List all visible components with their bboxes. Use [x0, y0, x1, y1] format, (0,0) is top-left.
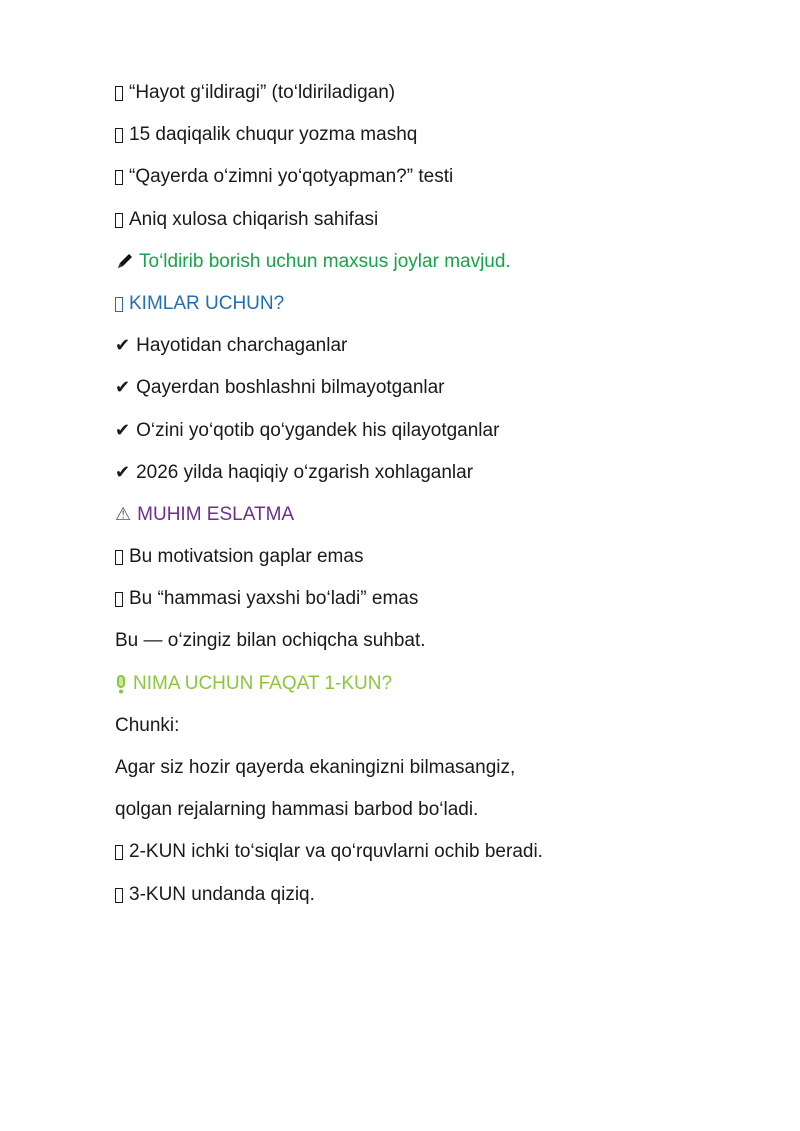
list-item-text: Bu motivatsion gaplar emas	[129, 546, 364, 568]
list-item	[115, 120, 755, 162]
list-item	[115, 584, 755, 626]
reason-line-2: qolgan rejalarning hammasi barbod bo‘ladi.	[115, 799, 479, 821]
section-title: MUHIM ESLATMA	[137, 503, 295, 525]
section-title: NIMA UCHUN FAQAT 1-KUN?	[133, 672, 393, 694]
list-item	[115, 458, 755, 500]
box-icon	[115, 170, 123, 185]
checkmark-icon: ✔	[115, 335, 131, 357]
list-item-text: 3-KUN undanda qiziq.	[129, 883, 315, 905]
box-icon	[115, 550, 123, 565]
note-line	[115, 247, 755, 289]
list-item	[115, 542, 755, 584]
box-icon	[115, 213, 123, 228]
paragraph	[115, 795, 755, 837]
reminder-summary: Bu — o‘zingiz bilan ochiqcha suhbat.	[115, 630, 426, 652]
reason-intro: Chunki:	[115, 714, 180, 736]
list-item	[115, 837, 755, 879]
list-item-text: 2-KUN ichki to‘siqlar va qo‘rquvlarni ochib beradi.	[129, 841, 543, 863]
list-item	[115, 331, 755, 373]
list-item-text: Hayotidan charchaganlar	[136, 335, 348, 357]
warning-icon: ⚠	[115, 503, 132, 525]
checkmark-icon: ✔	[115, 461, 131, 483]
list-item	[115, 78, 755, 120]
paragraph	[115, 711, 755, 753]
list-item-text: Bu “hammasi yaxshi bo‘ladi” emas	[129, 588, 419, 610]
box-icon	[115, 888, 123, 903]
list-item-text: “Hayot g‘ildiragi” (to‘ldiriladigan)	[129, 82, 396, 103]
note-text: To‘ldirib borish uchun maxsus joylar mavjud.	[139, 250, 511, 272]
list-item-text: O‘zini yo‘qotib qo‘ygandek his qilayotganlar	[136, 419, 500, 441]
document-page	[115, 78, 755, 922]
list-item	[115, 205, 755, 247]
section-heading-muhim	[115, 500, 755, 542]
box-icon	[115, 128, 123, 143]
reason-line-1: Agar siz hozir qayerda ekaningizni bilmasangiz,	[115, 757, 516, 778]
box-icon	[115, 592, 123, 607]
list-item	[115, 880, 755, 922]
list-item	[115, 373, 755, 415]
list-item	[115, 162, 755, 204]
list-item-text: 15 daqiqalik chuqur yozma mashq	[129, 124, 418, 146]
exclamation-icon	[115, 674, 127, 694]
box-icon	[115, 845, 123, 860]
checkmark-icon: ✔	[115, 377, 131, 399]
list-item-text: Qayerdan boshlashni bilmayotganlar	[136, 377, 445, 399]
box-icon	[115, 297, 123, 312]
section-heading-kimlar	[115, 289, 755, 331]
box-icon	[115, 86, 123, 101]
list-item	[115, 416, 755, 458]
list-item-text: Aniq xulosa chiqarish sahifasi	[129, 208, 379, 230]
paragraph	[115, 753, 755, 795]
pencil-icon	[115, 251, 135, 271]
checkmark-icon: ✔	[115, 419, 131, 441]
section-title: KIMLAR UCHUN?	[129, 292, 285, 314]
paragraph	[115, 626, 755, 668]
section-heading-nima	[115, 669, 755, 711]
list-item-text: 2026 yilda haqiqiy o‘zgarish xohlaganlar	[136, 461, 474, 483]
list-item-text: “Qayerda o‘zimni yo‘qotyapman?” testi	[129, 166, 454, 188]
